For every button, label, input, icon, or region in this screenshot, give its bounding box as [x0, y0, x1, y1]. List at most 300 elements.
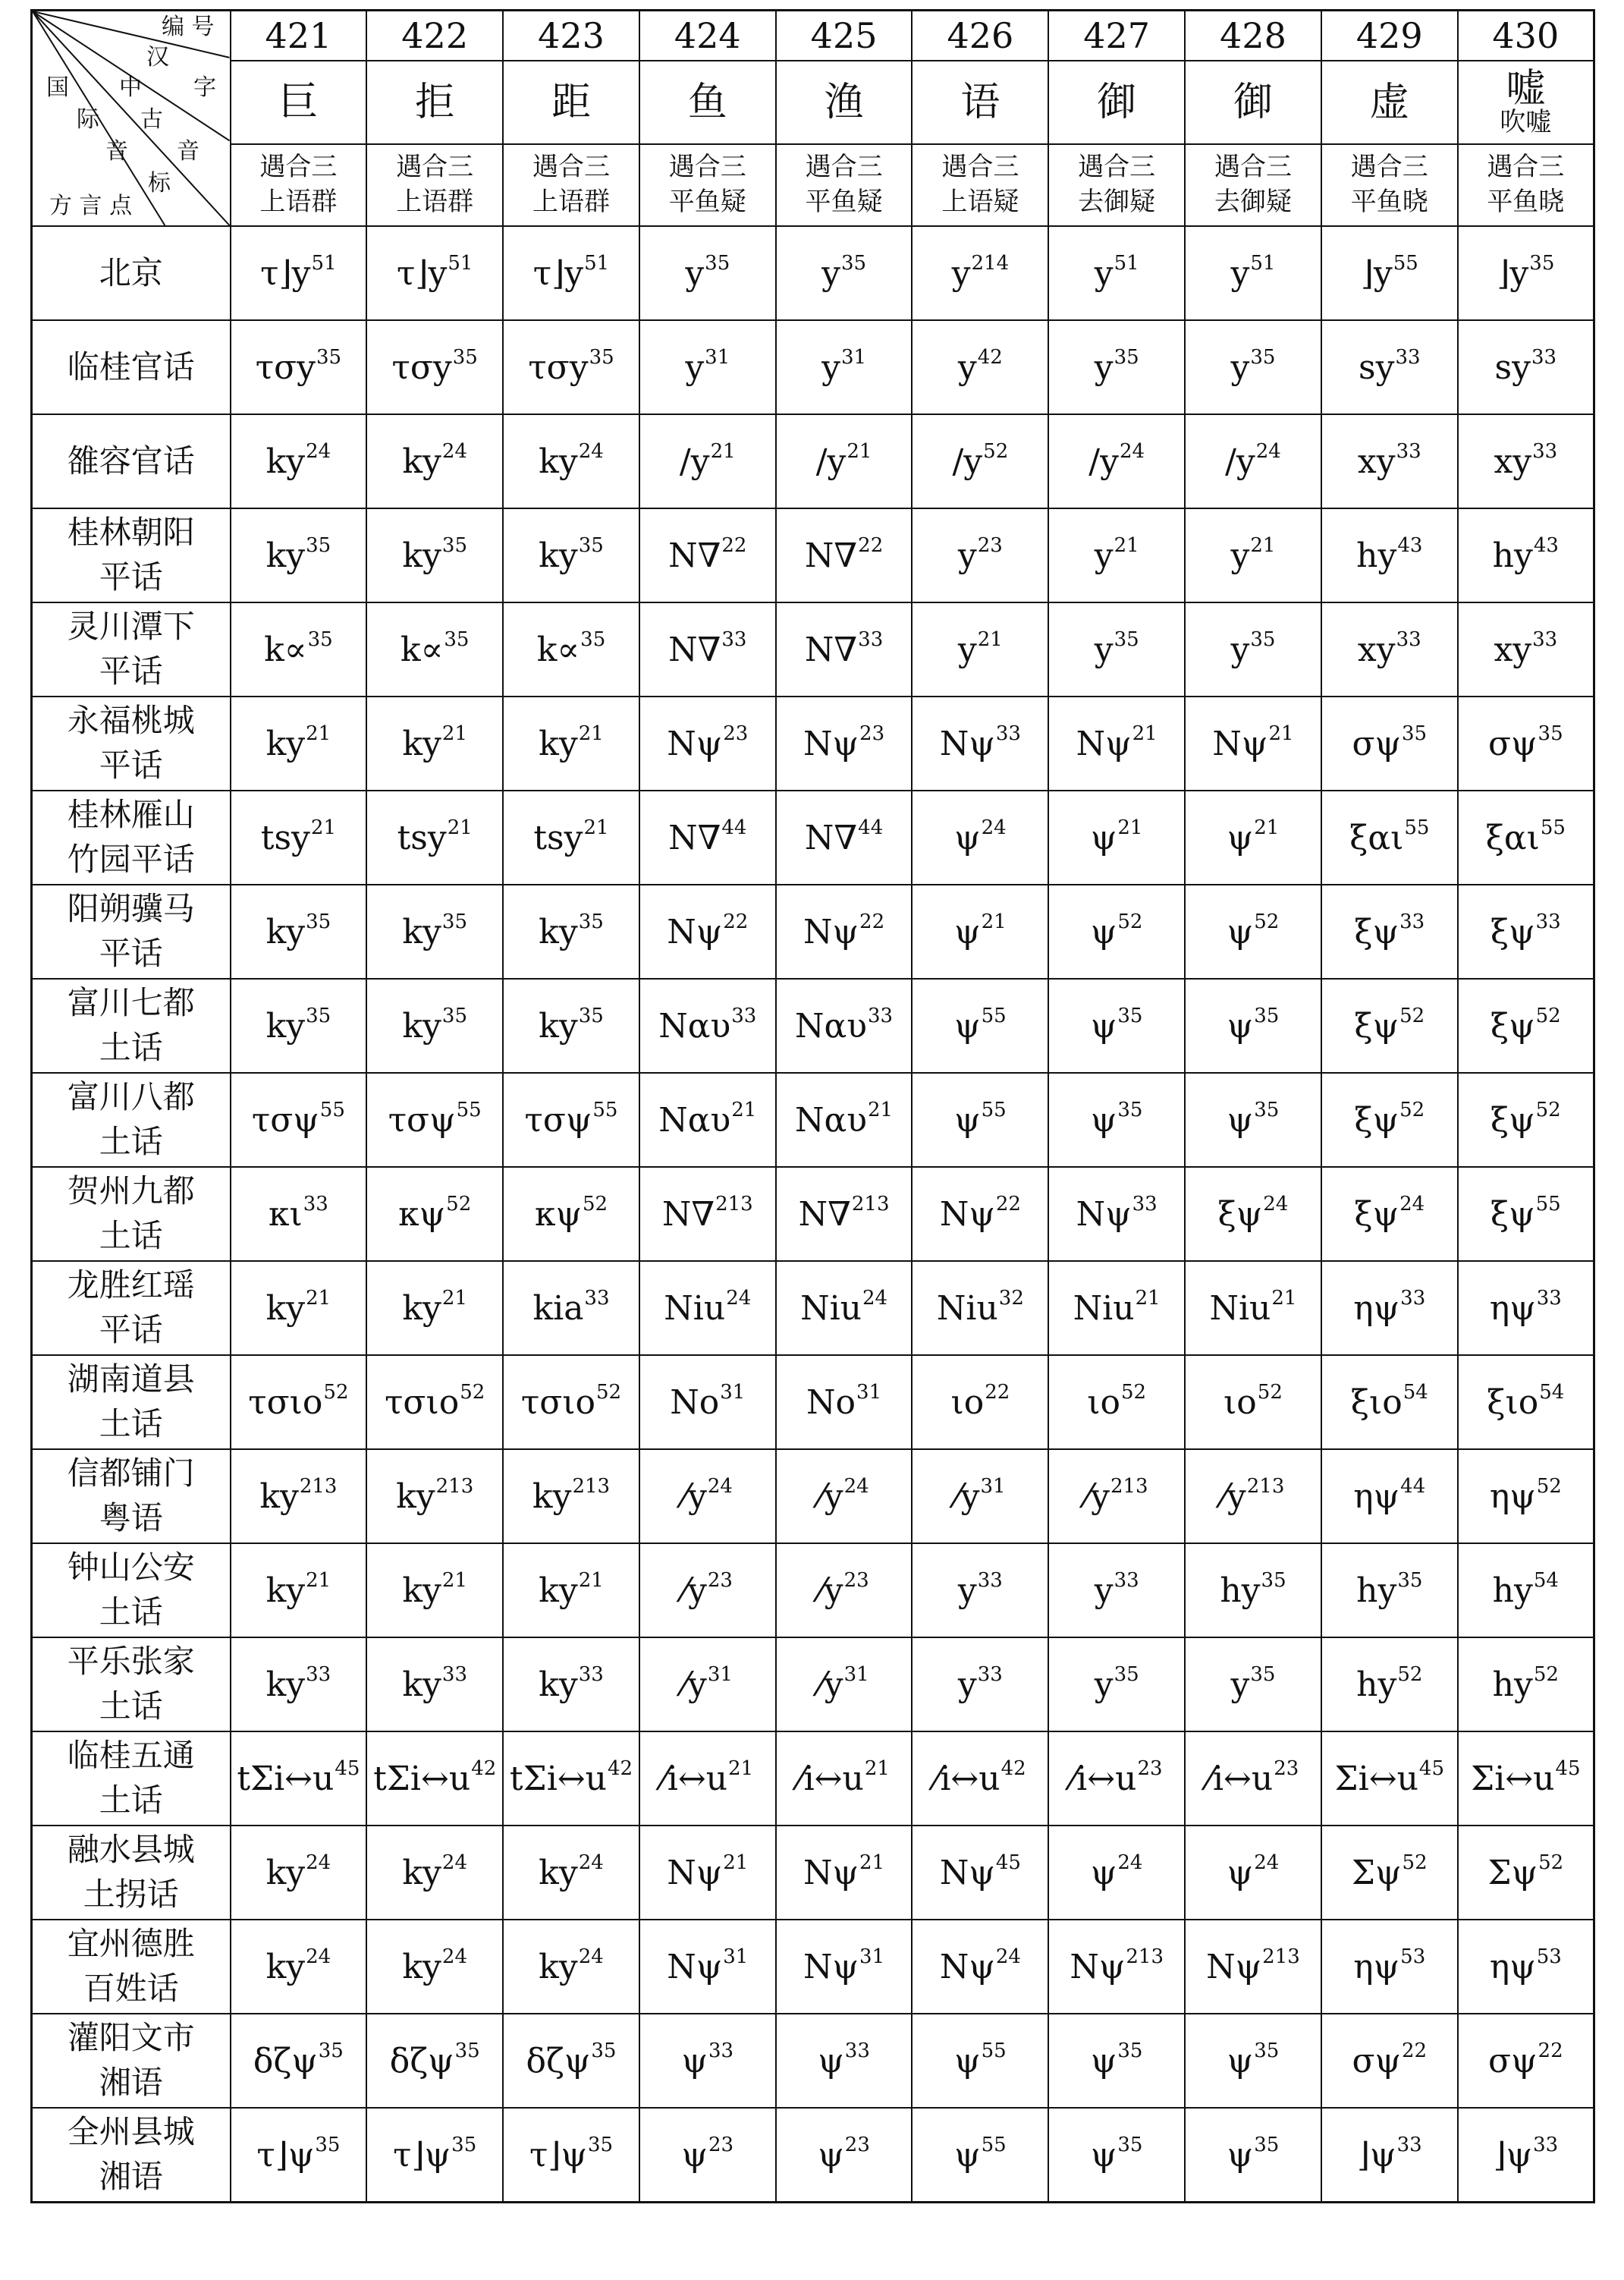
tone-value: 33	[868, 1005, 894, 1028]
ipa-syllable: Nαυ	[658, 1101, 731, 1140]
tone-value: 24	[306, 1945, 331, 1969]
ipa-syllable: ky	[265, 1571, 306, 1611]
dialect-type-name: 平话	[99, 935, 163, 972]
middle-chinese-cell	[1321, 144, 1458, 226]
tone-value: 35	[578, 534, 604, 558]
chinese-character: 嘘	[1506, 65, 1546, 112]
ipa-transcription-cell	[1458, 885, 1594, 979]
ipa-syllable: ψ	[1090, 1101, 1117, 1140]
ipa-syllable: Σψ	[1351, 1854, 1402, 1893]
tone-value: 22	[859, 910, 885, 934]
ipa-syllable: ky	[539, 1571, 578, 1611]
ipa-transcription-cell	[503, 1731, 639, 1826]
ipa-syllable: ψ	[1090, 1854, 1117, 1893]
ipa-syllable: Niu	[664, 1289, 726, 1329]
tone-value: 35	[1117, 1005, 1143, 1028]
column-number: 429	[1321, 11, 1458, 61]
tone-value: 52	[1257, 1381, 1283, 1404]
tone-value: 33	[1533, 2133, 1559, 2156]
ipa-transcription-cell	[1321, 1826, 1458, 1920]
ipa-transcription-cell	[1185, 320, 1321, 414]
ipa-syllable: ψ	[954, 2042, 981, 2081]
ipa-transcription-cell	[366, 1167, 503, 1261]
ipa-syllable: ⁄y	[818, 1477, 843, 1517]
ipa-syllable: Nαυ	[795, 1007, 868, 1046]
ipa-transcription-cell	[1321, 1073, 1458, 1167]
ipa-syllable: ψ	[1090, 2135, 1117, 2175]
tone-value: 214	[971, 252, 1010, 275]
dialect-type-name: 竹园平话	[67, 841, 195, 878]
ipa-transcription-cell	[231, 885, 367, 979]
tone-value: 23	[843, 1569, 869, 1593]
tone-value: 35	[452, 346, 478, 370]
ipa-transcription-cell	[503, 1543, 639, 1637]
dialect-location-name: 桂林雁山	[67, 796, 195, 834]
dialect-location-name: 阳朔骥马	[67, 890, 195, 928]
ipa-syllable: Nψ	[1070, 1948, 1126, 1987]
tone-value: 51	[584, 252, 610, 275]
tone-value: 52	[1399, 1005, 1425, 1028]
corner-label-gu: 古	[140, 106, 163, 133]
ipa-syllable: tsy	[260, 819, 310, 858]
ipa-syllable: ψ	[954, 2135, 981, 2175]
ipa-syllable: δζψ	[253, 2042, 318, 2081]
ipa-transcription-cell	[776, 2108, 913, 2202]
ipa-transcription-cell	[776, 979, 913, 1073]
tone-value: 55	[1535, 1193, 1561, 1216]
ipa-syllable: ky	[259, 1477, 299, 1517]
ipa-transcription-cell	[639, 1920, 776, 2014]
tone-value: 24	[707, 1475, 733, 1499]
ipa-syllable: ⌋ψ	[1493, 2135, 1533, 2175]
ipa-transcription-cell	[639, 320, 776, 414]
ipa-transcription-cell	[1048, 602, 1185, 697]
ipa-transcription-cell	[366, 508, 503, 602]
ipa-transcription-cell	[639, 979, 776, 1073]
tone-value: 53	[1400, 1945, 1426, 1969]
table-row	[32, 979, 1594, 1073]
dialect-location-cell	[32, 226, 231, 320]
tone-value: 45	[995, 1851, 1021, 1875]
tone-value: 21	[1117, 816, 1143, 840]
ipa-transcription-cell	[1048, 508, 1185, 602]
ipa-syllable: /y	[952, 442, 983, 482]
chinese-character: 御	[1097, 79, 1137, 125]
dialect-location-cell	[32, 414, 231, 508]
ipa-transcription-cell	[912, 1637, 1048, 1731]
ipa-syllable: τσιο	[248, 1383, 323, 1423]
ipa-syllable: ky	[539, 725, 578, 764]
table-row	[32, 320, 1594, 414]
dialect-type-name: 粤语	[99, 1499, 163, 1536]
ipa-transcription-cell	[912, 1826, 1048, 1920]
ipa-syllable: ky	[402, 1665, 441, 1705]
tone-value: 23	[723, 722, 749, 746]
tone-value: 23	[844, 2133, 870, 2156]
tone-value: 35	[578, 910, 604, 934]
tone-value: 33	[1114, 1569, 1139, 1593]
mc-tone-rhyme-initial: 上语群	[396, 187, 474, 217]
ipa-syllable: ky	[539, 536, 578, 576]
ipa-syllable: Niu	[1073, 1289, 1135, 1329]
ipa-transcription-cell	[912, 1073, 1048, 1167]
ipa-transcription-cell	[639, 2014, 776, 2108]
mc-category: 遇合三	[941, 152, 1019, 183]
chinese-character: 巨	[278, 79, 319, 125]
ipa-syllable: ky	[539, 442, 578, 482]
ipa-transcription-cell	[776, 791, 913, 885]
ipa-transcription-cell	[1048, 1355, 1185, 1449]
character-cell	[366, 61, 503, 144]
tone-value: 21	[578, 722, 604, 746]
ipa-transcription-cell	[1048, 320, 1185, 414]
ipa-transcription-cell	[1048, 1637, 1185, 1731]
ipa-transcription-cell	[1185, 1920, 1321, 2014]
dialect-location-cell	[32, 508, 231, 602]
ipa-transcription-cell	[366, 602, 503, 697]
ipa-syllable: Σi↔u	[1334, 1760, 1418, 1799]
middle-chinese-cell	[1185, 144, 1321, 226]
tone-value: 213	[572, 1475, 611, 1499]
tone-value: 33	[721, 628, 747, 652]
ipa-transcription-cell	[1458, 1167, 1594, 1261]
tone-value: 35	[580, 628, 606, 652]
ipa-syllable: τ⌋y	[532, 254, 584, 294]
ipa-syllable: xy	[1494, 631, 1532, 670]
tone-value: 22	[985, 1381, 1010, 1404]
mc-category: 遇合三	[668, 152, 746, 183]
tone-value: 33	[858, 628, 884, 652]
ipa-transcription-cell	[1185, 1637, 1321, 1731]
tone-value: 24	[578, 1945, 604, 1969]
ipa-transcription-cell	[231, 1167, 367, 1261]
tone-value: 33	[303, 1193, 328, 1216]
ipa-syllable: Nψ	[803, 1854, 859, 1893]
dialect-location-name: 宜州德胜	[67, 1925, 195, 1963]
dialect-type-name: 湘语	[99, 2157, 163, 2195]
middle-chinese-cell	[503, 144, 639, 226]
ipa-syllable: ξαι	[1485, 819, 1540, 858]
ipa-syllable: Nψ	[803, 1948, 859, 1987]
tone-value: 55	[592, 1099, 618, 1122]
tone-value: 21	[1268, 722, 1294, 746]
tone-value: 21	[859, 1851, 885, 1875]
ipa-transcription-cell	[366, 1073, 503, 1167]
ipa-syllable: σψ	[1352, 2042, 1401, 2081]
ipa-transcription-cell	[639, 226, 776, 320]
table-row	[32, 414, 1594, 508]
ipa-transcription-cell	[1185, 1073, 1321, 1167]
tone-value: 35	[591, 2039, 617, 2063]
column-number: 425	[776, 11, 913, 61]
tone-value: 35	[1117, 1099, 1143, 1122]
ipa-transcription-cell	[366, 1355, 503, 1449]
ipa-syllable: τσψ	[251, 1101, 319, 1140]
table-row	[32, 791, 1594, 885]
ipa-transcription-cell	[639, 1826, 776, 1920]
dialect-comparison-table	[30, 9, 1595, 2203]
ipa-syllable: τ⌋ψ	[529, 2135, 587, 2175]
tone-value: 31	[720, 1381, 746, 1404]
dialect-type-name: 土话	[99, 1687, 163, 1725]
ipa-syllable: y	[1230, 631, 1250, 670]
ipa-transcription-cell	[1321, 697, 1458, 791]
ipa-syllable: ιο	[950, 1383, 985, 1423]
ipa-syllable: y	[1094, 254, 1114, 294]
tone-value: 44	[721, 816, 747, 840]
tone-value: 35	[1117, 2039, 1143, 2063]
tone-value: 35	[578, 1005, 604, 1028]
table-row	[32, 1543, 1594, 1637]
dialect-location-name: 富川七都	[67, 984, 195, 1022]
tone-value: 31	[980, 1475, 1006, 1499]
ipa-syllable: κι	[268, 1195, 303, 1234]
ipa-transcription-cell	[1185, 226, 1321, 320]
ipa-syllable: δζψ	[389, 2042, 454, 2081]
dialect-type-name: 土话	[99, 1123, 163, 1160]
ipa-transcription-cell	[366, 1826, 503, 1920]
ipa-transcription-cell	[231, 791, 367, 885]
ipa-transcription-cell	[366, 979, 503, 1073]
ipa-syllable: Nψ	[667, 1948, 723, 1987]
ipa-syllable: y	[1230, 1665, 1250, 1705]
tone-value: 42	[471, 1757, 497, 1781]
ipa-transcription-cell	[231, 508, 367, 602]
tone-value: 33	[1532, 628, 1558, 652]
tone-value: 35	[1254, 1099, 1280, 1122]
ipa-transcription-cell	[366, 414, 503, 508]
dialect-location-cell	[32, 2014, 231, 2108]
ipa-transcription-cell	[1321, 885, 1458, 979]
ipa-transcription-cell	[912, 1261, 1048, 1355]
tone-value: 35	[1402, 722, 1428, 746]
tone-value: 55	[456, 1099, 482, 1122]
ipa-syllable: ⁄i↔u	[935, 1760, 1000, 1799]
corner-label-number: 编 号	[162, 14, 215, 40]
ipa-syllable: τσy	[528, 348, 589, 388]
dialect-location-cell	[32, 1731, 231, 1826]
column-number: 430	[1458, 11, 1594, 61]
ipa-syllable: δζψ	[526, 2042, 591, 2081]
ipa-transcription-cell	[1321, 1920, 1458, 2014]
character-cell	[776, 61, 913, 144]
ipa-transcription-cell	[776, 602, 913, 697]
table-row	[32, 1920, 1594, 2014]
ipa-transcription-cell	[1185, 979, 1321, 1073]
dialect-location-cell	[32, 1543, 231, 1637]
ipa-transcription-cell	[639, 602, 776, 697]
tone-value: 42	[977, 346, 1003, 370]
ipa-transcription-cell	[1458, 1826, 1594, 1920]
tone-value: 21	[1271, 1287, 1297, 1310]
ipa-transcription-cell	[1321, 2108, 1458, 2202]
ipa-syllable: Σi↔u	[1471, 1760, 1555, 1799]
ipa-transcription-cell	[776, 1073, 913, 1167]
ipa-transcription-cell	[231, 414, 367, 508]
ipa-transcription-cell	[639, 1073, 776, 1167]
column-number: 428	[1185, 11, 1321, 61]
tone-value: 24	[1119, 440, 1145, 464]
ipa-syllable: k∝	[400, 631, 444, 670]
ipa-syllable: ξιο	[1350, 1383, 1403, 1423]
table-row	[32, 885, 1594, 979]
ipa-syllable: y	[1094, 1571, 1114, 1611]
ipa-syllable: κψ	[534, 1195, 582, 1234]
tone-value: 35	[306, 1005, 331, 1028]
ipa-transcription-cell	[912, 226, 1048, 320]
ipa-syllable: y	[1094, 631, 1114, 670]
ipa-transcription-cell	[1458, 697, 1594, 791]
ipa-transcription-cell	[776, 320, 913, 414]
dialect-location-cell	[32, 602, 231, 697]
tone-value: 52	[1535, 1005, 1561, 1028]
tone-value: 24	[306, 440, 331, 464]
table-row	[32, 1637, 1594, 1731]
dialect-location-cell	[32, 1826, 231, 1920]
tone-value: 31	[723, 1945, 749, 1969]
table-row	[32, 1167, 1594, 1261]
ipa-syllable: k∝	[264, 631, 307, 670]
tone-value: 31	[705, 346, 730, 370]
character-cell	[231, 61, 367, 144]
mc-tone-rhyme-initial: 上语疑	[941, 187, 1019, 217]
ipa-syllable: ⁄y	[818, 1571, 843, 1611]
ipa-syllable: τ⌋ψ	[393, 2135, 451, 2175]
tone-value: 33	[1396, 2133, 1422, 2156]
ipa-syllable: y	[957, 348, 977, 388]
tone-value: 35	[315, 2133, 341, 2156]
tone-value: 52	[460, 1381, 485, 1404]
tone-value: 33	[1536, 1287, 1562, 1310]
tone-value: 21	[1135, 1287, 1161, 1310]
table-row	[32, 1261, 1594, 1355]
dialect-location-cell	[32, 1449, 231, 1543]
tone-value: 35	[1250, 346, 1276, 370]
tone-value: 21	[441, 1569, 467, 1593]
tone-value: 21	[864, 1757, 890, 1781]
mc-category: 遇合三	[532, 152, 610, 183]
ipa-syllable: hy	[1492, 536, 1533, 576]
ipa-syllable: kia	[532, 1289, 584, 1329]
tone-value: 33	[1400, 1287, 1426, 1310]
tone-value: 31	[856, 1381, 882, 1404]
tone-value: 21	[310, 816, 336, 840]
dialect-location-name: 临桂五通	[67, 1737, 195, 1775]
ipa-transcription-cell	[1321, 226, 1458, 320]
ipa-transcription-cell	[366, 1543, 503, 1637]
tone-value: 33	[441, 1663, 467, 1687]
middle-chinese-cell	[776, 144, 913, 226]
dialect-location-name: 龙胜红瑶	[67, 1266, 195, 1304]
tone-value: 35	[316, 346, 342, 370]
ipa-transcription-cell	[912, 1543, 1048, 1637]
ipa-syllable: hy	[1356, 536, 1397, 576]
ipa-syllable: ξψ	[1217, 1195, 1263, 1234]
ipa-transcription-cell	[1048, 1826, 1185, 1920]
corner-label-ji: 际	[77, 106, 99, 133]
ipa-syllable: y	[821, 254, 840, 294]
tone-value: 21	[578, 1569, 604, 1593]
ipa-syllable: σψ	[1488, 725, 1538, 764]
tone-value: 35	[840, 252, 867, 275]
middle-chinese-cell	[639, 144, 776, 226]
ipa-syllable: ψ	[1090, 2042, 1117, 2081]
ipa-syllable: σψ	[1352, 725, 1401, 764]
ipa-transcription-cell	[503, 226, 639, 320]
ipa-transcription-cell	[1185, 1261, 1321, 1355]
ipa-syllable: ky	[539, 1854, 578, 1893]
ipa-transcription-cell	[1048, 1920, 1185, 2014]
tone-value: 33	[708, 2039, 734, 2063]
tone-value: 55	[981, 1099, 1007, 1122]
ipa-transcription-cell	[1458, 1543, 1594, 1637]
column-number: 424	[639, 11, 776, 61]
tone-value: 21	[723, 1851, 749, 1875]
dialect-type-name: 平话	[99, 653, 163, 690]
ipa-syllable: ψ	[818, 2042, 844, 2081]
character-cell	[503, 61, 639, 144]
ipa-syllable: ψ	[1090, 819, 1117, 858]
ipa-syllable: Nψ	[803, 913, 859, 952]
ipa-syllable: Nαυ	[795, 1101, 868, 1140]
dialect-location-cell	[32, 979, 231, 1073]
tone-value: 33	[1396, 628, 1421, 652]
ipa-transcription-cell	[1048, 885, 1185, 979]
dialect-location-name: 永福桃城	[67, 702, 195, 740]
ipa-transcription-cell	[912, 1920, 1048, 2014]
ipa-syllable: ψ	[1227, 1101, 1254, 1140]
tone-value: 35	[1254, 2039, 1280, 2063]
middle-chinese-cell	[1048, 144, 1185, 226]
tone-value: 35	[1114, 346, 1139, 370]
dialect-location-cell	[32, 1355, 231, 1449]
ipa-transcription-cell	[231, 1826, 367, 1920]
ipa-syllable: N∇	[668, 819, 721, 858]
tone-value: 21	[441, 722, 467, 746]
ipa-syllable: τ⌋y	[396, 254, 448, 294]
ipa-syllable: hy	[1492, 1665, 1533, 1705]
ipa-syllable: ky	[265, 1948, 306, 1987]
ipa-transcription-cell	[639, 508, 776, 602]
ipa-syllable: Nψ	[1206, 1948, 1262, 1987]
ipa-syllable: ⌋y	[1360, 254, 1393, 294]
ipa-syllable: y	[957, 1571, 977, 1611]
ipa-syllable: Nαυ	[658, 1007, 731, 1046]
character-cell	[639, 61, 776, 144]
ipa-transcription-cell	[639, 791, 776, 885]
ipa-syllable: τσιο	[520, 1383, 595, 1423]
tone-value: 35	[1261, 1569, 1286, 1593]
ipa-syllable: N∇	[804, 819, 858, 858]
dialect-location-name: 信都铺门	[67, 1454, 195, 1492]
ipa-transcription-cell	[503, 1355, 639, 1449]
tone-value: 35	[306, 910, 331, 934]
ipa-syllable: ηψ	[1353, 1948, 1400, 1987]
table-row	[32, 1731, 1594, 1826]
tone-value: 24	[441, 440, 467, 464]
ipa-syllable: No	[806, 1383, 856, 1423]
corner-label-han: 汉	[146, 44, 169, 71]
ipa-transcription-cell	[1048, 791, 1185, 885]
ipa-syllable: ξψ	[1490, 1007, 1535, 1046]
ipa-transcription-cell	[231, 697, 367, 791]
table-row	[32, 1449, 1594, 1543]
ipa-transcription-cell	[503, 885, 639, 979]
ipa-transcription-cell	[1458, 2014, 1594, 2108]
column-number: 421	[231, 11, 367, 61]
ipa-syllable: ηψ	[1489, 1289, 1536, 1329]
character-usage-note: 吹嘘	[1500, 107, 1552, 138]
